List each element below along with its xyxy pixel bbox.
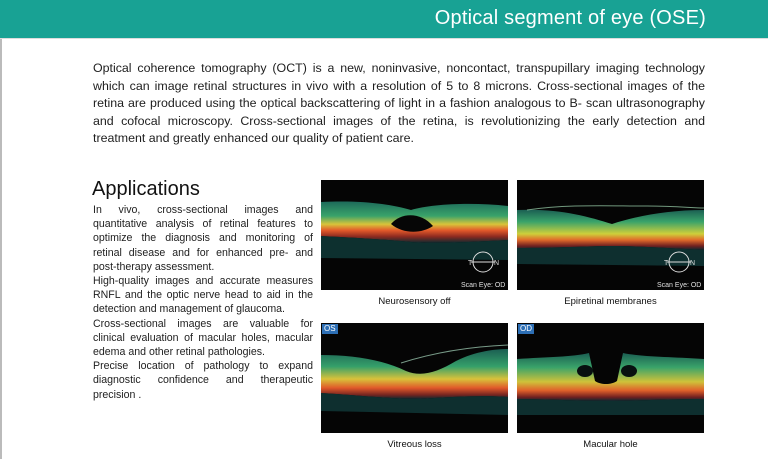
figure-caption: Neurosensory off xyxy=(378,296,451,307)
eye-tag: OS xyxy=(324,324,336,333)
intro-paragraph: Optical coherence tomography (OCT) is a new, noninvasive, noncontact, transpupillary imaging technology which can image retinal structures in vivo with a resolution of 5 to 8 microns. Cross-sectional images of the retina are produced using the optical backscattering of light in a fashion analogous to B- scan ultrasonography and cofocal microscopy. Cross-sectional images of the retina, is revolutionizing the early detection and treatment and greatly enhanced our quality of patient care. xyxy=(93,61,705,146)
applications-paragraph: Precise location of pathology to expand diagnostic confidence and therapeutic precision . xyxy=(93,360,313,401)
header-bar xyxy=(0,0,768,38)
oct-image-neurosensory xyxy=(321,180,508,290)
applications-paragraph: In vivo, cross-sectional images and quantitative analysis of retinal features to optimize the diagnosis and monitoring of retinal disease and for enhanced pre- and post-therapy assessment. xyxy=(93,204,313,273)
figure-caption: Macular hole xyxy=(583,439,638,450)
orientation-t: T xyxy=(664,260,669,267)
applications-heading: Applications xyxy=(92,178,200,200)
page-edge xyxy=(0,39,2,459)
orientation-t: T xyxy=(468,260,473,267)
figure-caption: Vitreous loss xyxy=(387,439,442,450)
applications-body xyxy=(93,203,313,402)
orientation-n: N xyxy=(690,260,696,267)
applications-paragraph: High-quality images and accurate measures RNFL and the optic nerve head to aid in the detection and management of glaucoma. xyxy=(93,275,313,316)
oct-image-macular-hole xyxy=(517,323,704,433)
eye-tag: OD xyxy=(520,324,532,333)
figure-caption: Epiretinal membranes xyxy=(564,296,657,307)
applications-paragraph: Cross-sectional images are valuable for clinical evaluation of macular holes, macular edema and other retinal pathologies. xyxy=(93,317,313,359)
header-divider xyxy=(0,38,768,39)
page-title: Optical segment of eye (OSE) xyxy=(434,7,706,29)
oct-image-epiretinal xyxy=(517,180,704,290)
orientation-n: N xyxy=(494,260,500,267)
scan-eye-label: Scan Eye: OD xyxy=(461,282,506,289)
oct-image-vitreous xyxy=(321,323,508,433)
scan-eye-label: Scan Eye: OD xyxy=(657,282,702,289)
